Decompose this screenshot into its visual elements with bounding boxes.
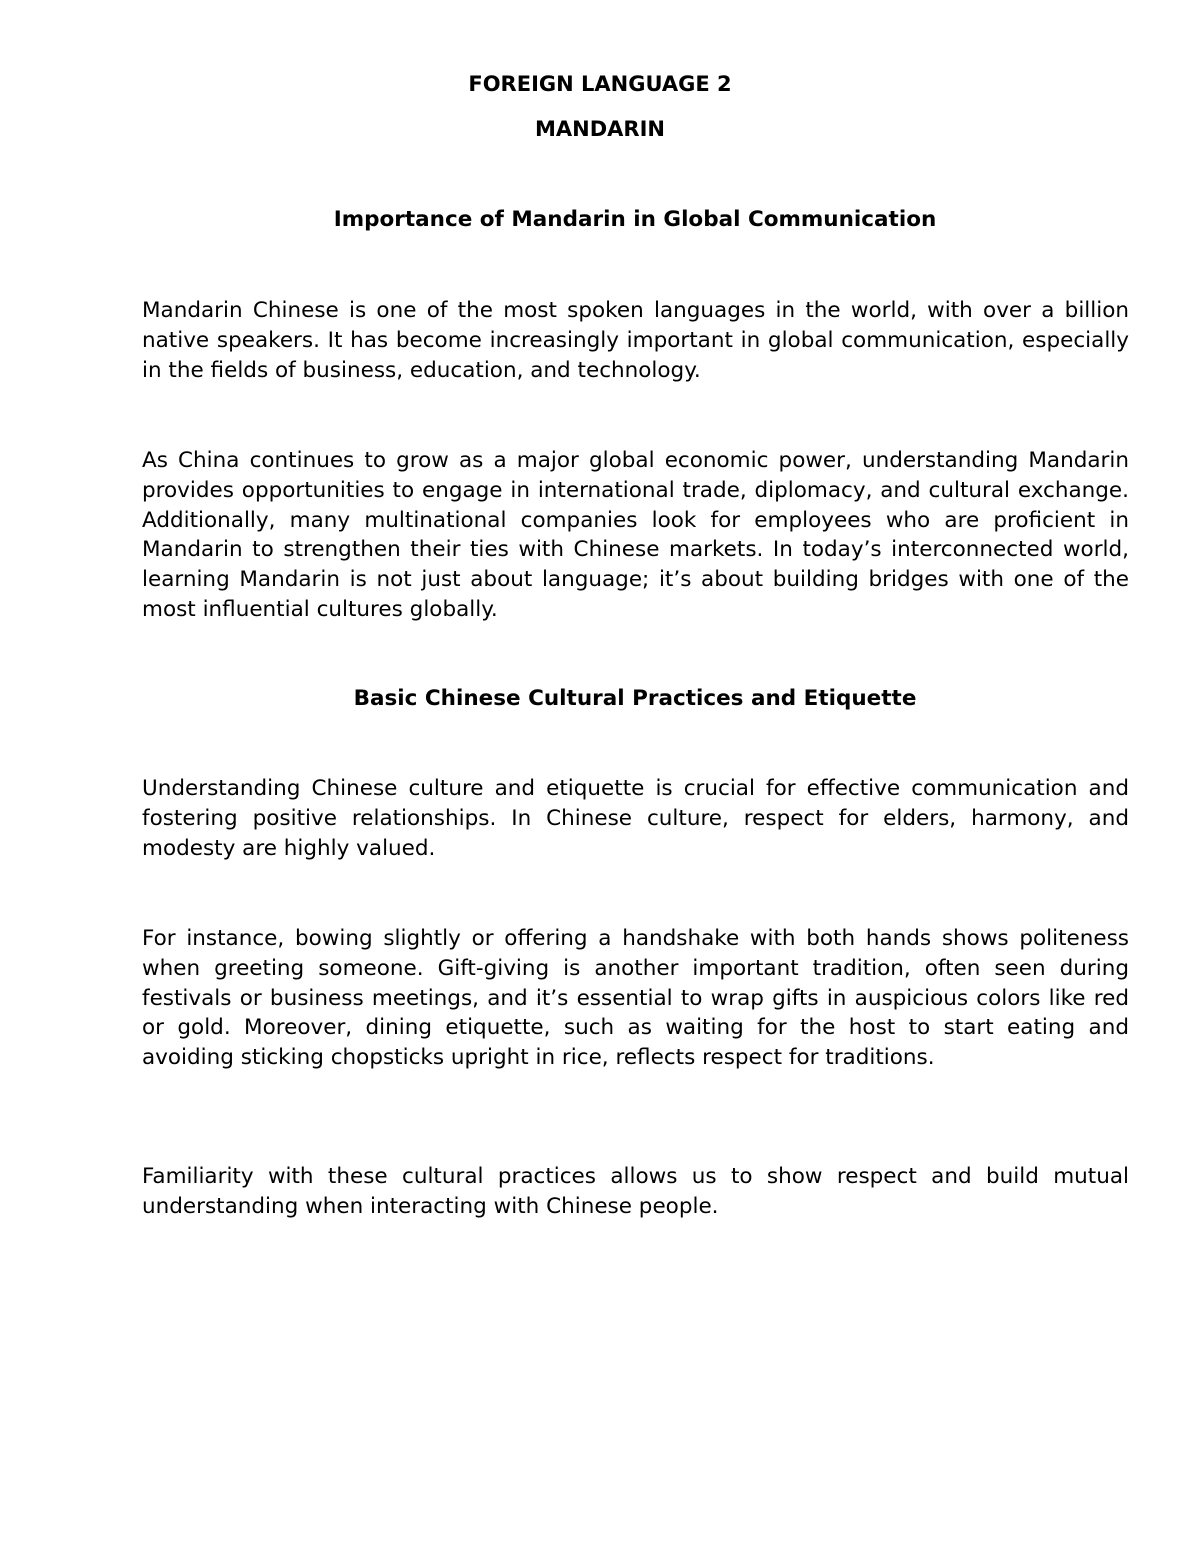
paragraph: Mandarin Chinese is one of the most spoken languages in the world, with over a billion native speakers. It has become increasingly important in global communication, especially in the fields of business, education, and technology.	[142, 298, 1129, 383]
section-heading-etiquette: Basic Chinese Cultural Practices and Etiquette	[353, 686, 917, 711]
document-subtitle: MANDARIN	[535, 117, 665, 141]
paragraph: Understanding Chinese culture and etiquette is crucial for effective communication and fostering positive relationships. In Chinese culture, respect for elders, harmony, and modesty are highly valued.	[142, 776, 1129, 861]
section-heading-importance: Importance of Mandarin in Global Communication	[333, 207, 937, 232]
paragraph: For instance, bowing slightly or offering a handshake with both hands shows politeness when greeting someone. Gift-giving is another important tradition, often seen during festivals or business meetings, and it’s essential to wrap gifts in auspicious colors like red or gold. Moreover, dining etiquette, such as waiting for the host to start eating and avoiding sticking chopsticks upright in rice, reflects respect for traditions.	[142, 926, 1129, 1071]
document-title: FOREIGN LANGUAGE 2	[468, 72, 732, 96]
paragraph: Familiarity with these cultural practices allows us to show respect and build mutual understanding when interacting with Chinese people.	[142, 1164, 1129, 1219]
paragraph: As China continues to grow as a major global economic power, understanding Mandarin provides opportunities to engage in international trade, diplomacy, and cultural exchange. Additionally, many multinational companies look for employees who are proficient in Mandarin to strengthen their ties with Chinese markets. In today’s interconnected world, learning Mandarin is not just about language; it’s about building bridges with one of the most influential cultures globally.	[142, 448, 1129, 622]
